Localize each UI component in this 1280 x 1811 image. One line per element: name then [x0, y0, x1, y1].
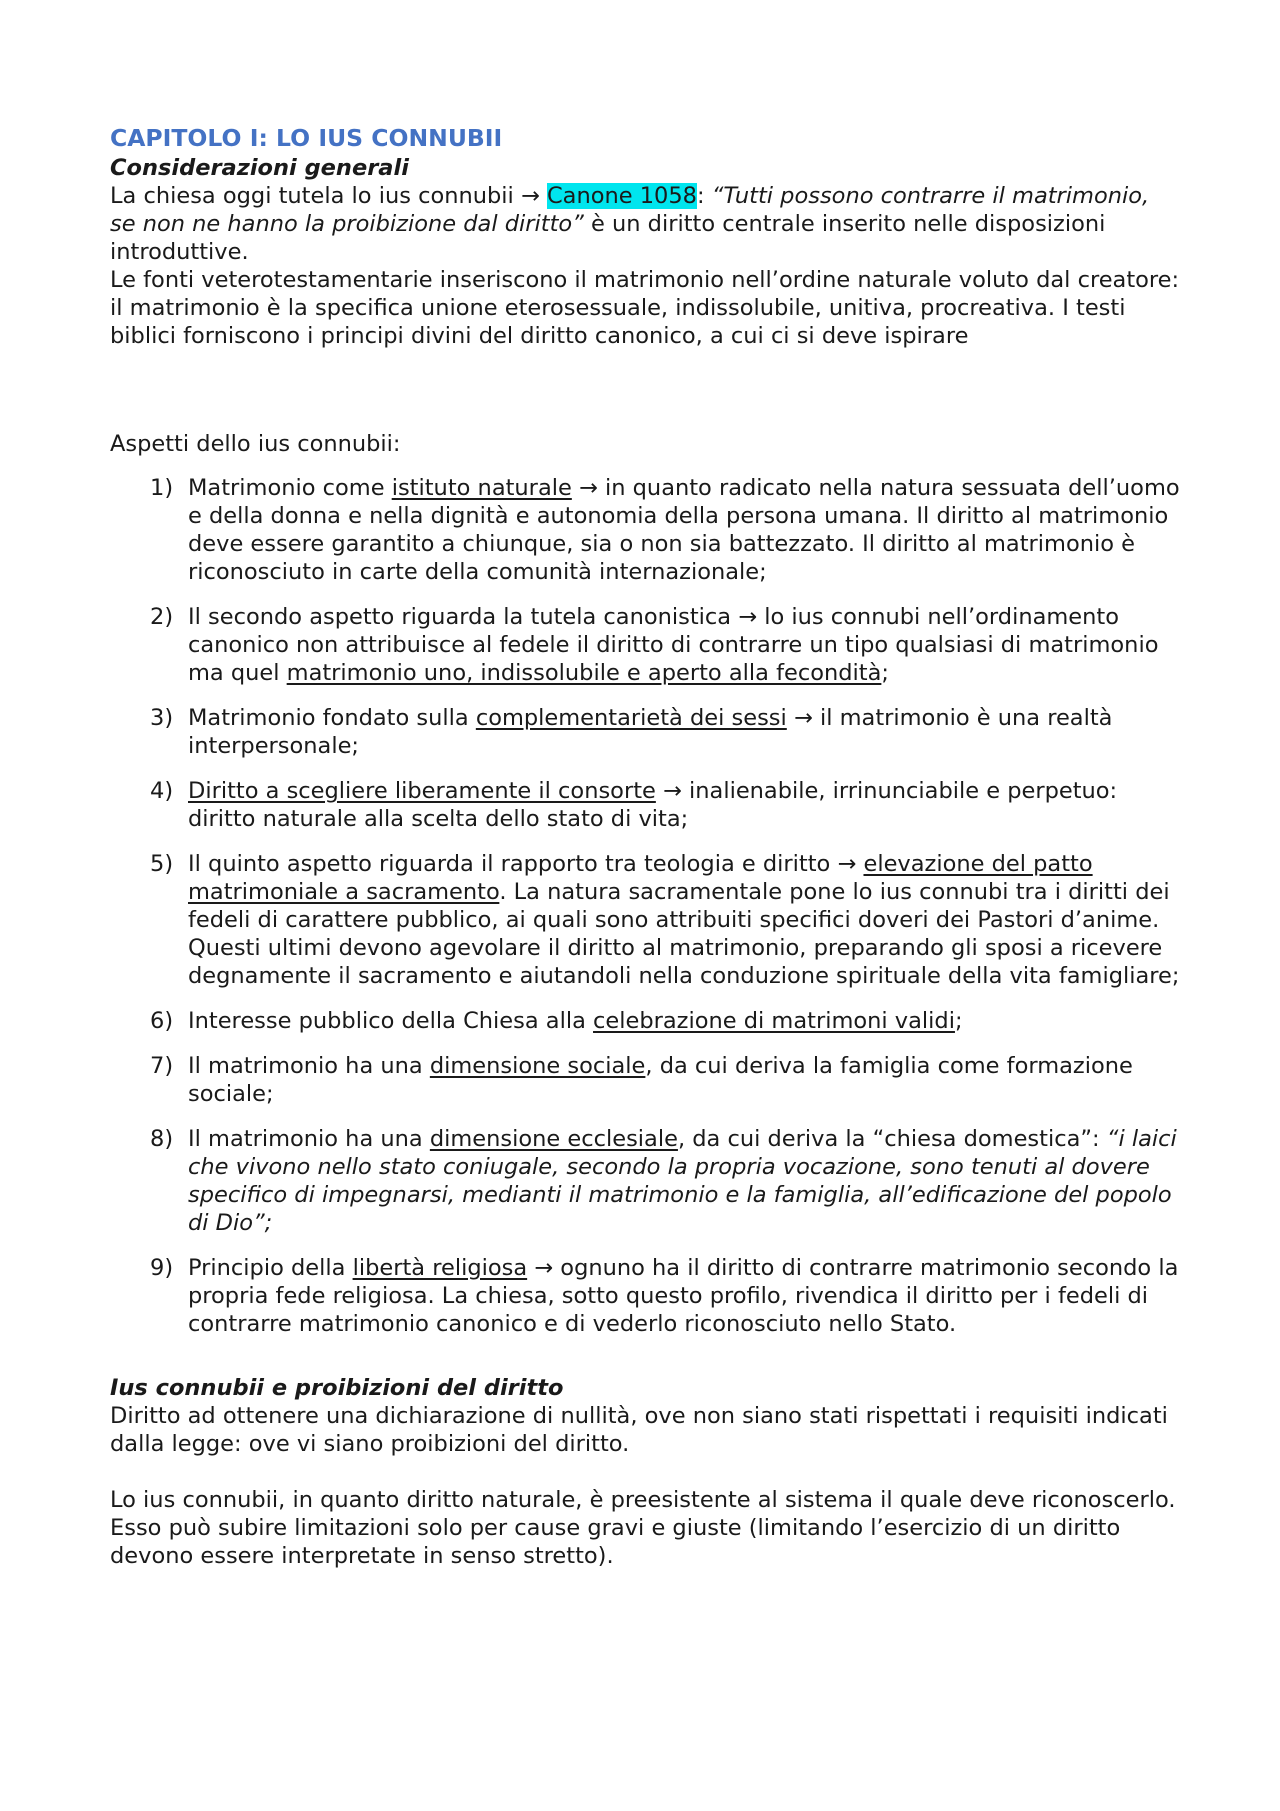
list-item: 3) Matrimonio fondato sulla complementarietà dei sessi → il matrimonio è una realtà interpersonale;: [150, 705, 1113, 759]
section-proibizioni: [110, 1374, 1180, 1570]
list-item: 9) Principio della libertà religiosa → ognuno ha il diritto di contrarre matrimonio secondo la propria fede religiosa. La chiesa, sotto questo profilo, rivendica il diritto per i fedeli di contrarre matrimonio canonico e di vederlo riconosciuto nello Stato.: [150, 1255, 1179, 1337]
document-content: [110, 122, 1180, 1570]
paragraph-canone: [110, 182, 1180, 266]
list-number: 9): [150, 1255, 174, 1281]
list-number: 2): [150, 604, 174, 630]
list-item: 1) Matrimonio come istituto naturale → in quanto radicato nella natura sessuata dell’uomo e della donna e nella dignità e autonomia della persona umana. Il diritto al matrimonio deve essere garantito a chiunque, sia o non sia battezzato. Il diritto al matrimonio è riconosciuto in carte della comunità internazionale;: [150, 475, 1180, 585]
list-number: 8): [150, 1126, 174, 1152]
list-number: 7): [150, 1053, 174, 1079]
section-heading-proibizioni: Ius connubii e proibizioni del diritto: [110, 1375, 564, 1401]
list-item: 4) Diritto a scegliere liberamente il consorte → inalienabile, irrinunciabile e perpetuo: diritto naturale alla scelta dello stato di vita;: [150, 778, 1118, 832]
list-item: 5) Il quinto aspetto riguarda il rapporto tra teologia e diritto → elevazione del patto matrimoniale a sacramento. La natura sacramentale pone lo ius connubi tra i diritti dei fedeli di carattere pubblico, ai quali sono attribuiti specifici doveri dei Pastori d’anime. Questi ultimi devono agevolare il diritto al matrimonio, preparando gli sposi a ricevere degnamente il sacramento e aiutandoli nella conduzione spirituale della vita famigliare;: [150, 851, 1180, 989]
underlined-term: istituto naturale: [391, 475, 572, 501]
underlined-term: dimensione sociale: [429, 1053, 646, 1079]
aspects-list: [110, 474, 1180, 1338]
underlined-term: dimensione ecclesiale: [429, 1126, 678, 1152]
highlight-canone-1058: Canone 1058: [546, 183, 697, 209]
list-number: 1): [150, 475, 174, 501]
chapter-title: CAPITOLO I: LO IUS CONNUBII: [110, 124, 503, 152]
section-heading-considerazioni: Considerazioni generali: [110, 155, 409, 181]
underlined-term: celebrazione di matrimoni validi: [593, 1008, 955, 1034]
quote-chiesa-domestica: “i laici che vivono nello stato coniugale, secondo la propria vocazione, sono tenuti al dovere specifico di impegnarsi, medianti il matrimonio e la famiglia, all’edificazione del popolo di Dio”;: [188, 1126, 1177, 1236]
paragraph-canone-text-c: è un diritto centrale inserito nelle disposizioni introduttive.: [110, 211, 1106, 265]
underlined-term: complementarietà dei sessi: [475, 705, 787, 731]
list-item: 2) Il secondo aspetto riguarda la tutela canonistica → lo ius connubi nell’ordinamento canonico non attribuisce al fedele il diritto di contrarre un tipo qualsiasi di matrimonio ma quel matrimonio uno, indissolubile e aperto alla fecondità;: [150, 604, 1159, 686]
list-number: 6): [150, 1008, 174, 1034]
list-item: 6) Interesse pubblico della Chiesa alla celebrazione di matrimoni validi;: [150, 1008, 963, 1034]
paragraph-canone-text-a: La chiesa oggi tutela lo ius connubii →: [110, 183, 547, 209]
underlined-term: elevazione del patto matrimoniale a sacramento: [188, 851, 1093, 905]
underlined-term: libertà religiosa: [352, 1255, 528, 1281]
aspects-intro: Aspetti dello ius connubii:: [110, 431, 401, 457]
list-number: 5): [150, 851, 174, 877]
list-number: 4): [150, 778, 174, 804]
paragraph-diritto-naturale: Lo ius connubii, in quanto diritto naturale, è preesistente al sistema il quale deve riconoscerlo. Esso può subire limitazioni solo per cause gravi e giuste (limitando l’esercizio di un diritto devono essere interpretate in senso stretto).: [110, 1487, 1176, 1569]
underlined-term: matrimonio uno, indissolubile e aperto alla fecondità: [286, 660, 882, 686]
paragraph-fonti: Le fonti veterotestamentarie inseriscono il matrimonio nell’ordine naturale voluto dal creatore: il matrimonio è la specifica unione eterosessuale, indissolubile, unitiva, procreativa. I testi biblici forniscono i principi divini del diritto canonico, a cui ci si deve ispirare: [110, 267, 1180, 349]
paragraph-nullita: Diritto ad ottenere una dichiarazione di nullità, ove non siano stati rispettati i requisiti indicati dalla legge: ove vi siano proibizioni del diritto.: [110, 1403, 1168, 1457]
list-number: 3): [150, 705, 174, 731]
list-item: 8) Il matrimonio ha una dimensione ecclesiale, da cui deriva la “chiesa domestica”: “i laici che vivono nello stato coniugale, secondo la propria vocazione, sono tenuti al dovere specifico di impegnarsi, medianti il matrimonio e la famiglia, all’edificazione del popolo di Dio”;: [150, 1126, 1177, 1236]
underlined-term: Diritto a scegliere liberamente il consorte: [188, 778, 656, 804]
paragraph-canone-text-b: :: [697, 183, 712, 209]
quote-canone: “Tutti possono contrarre il matrimonio, se non ne hanno la proibizione dal diritto”: [110, 183, 1150, 237]
list-item: 7) Il matrimonio ha una dimensione sociale, da cui deriva la famiglia come formazione sociale;: [150, 1053, 1133, 1107]
